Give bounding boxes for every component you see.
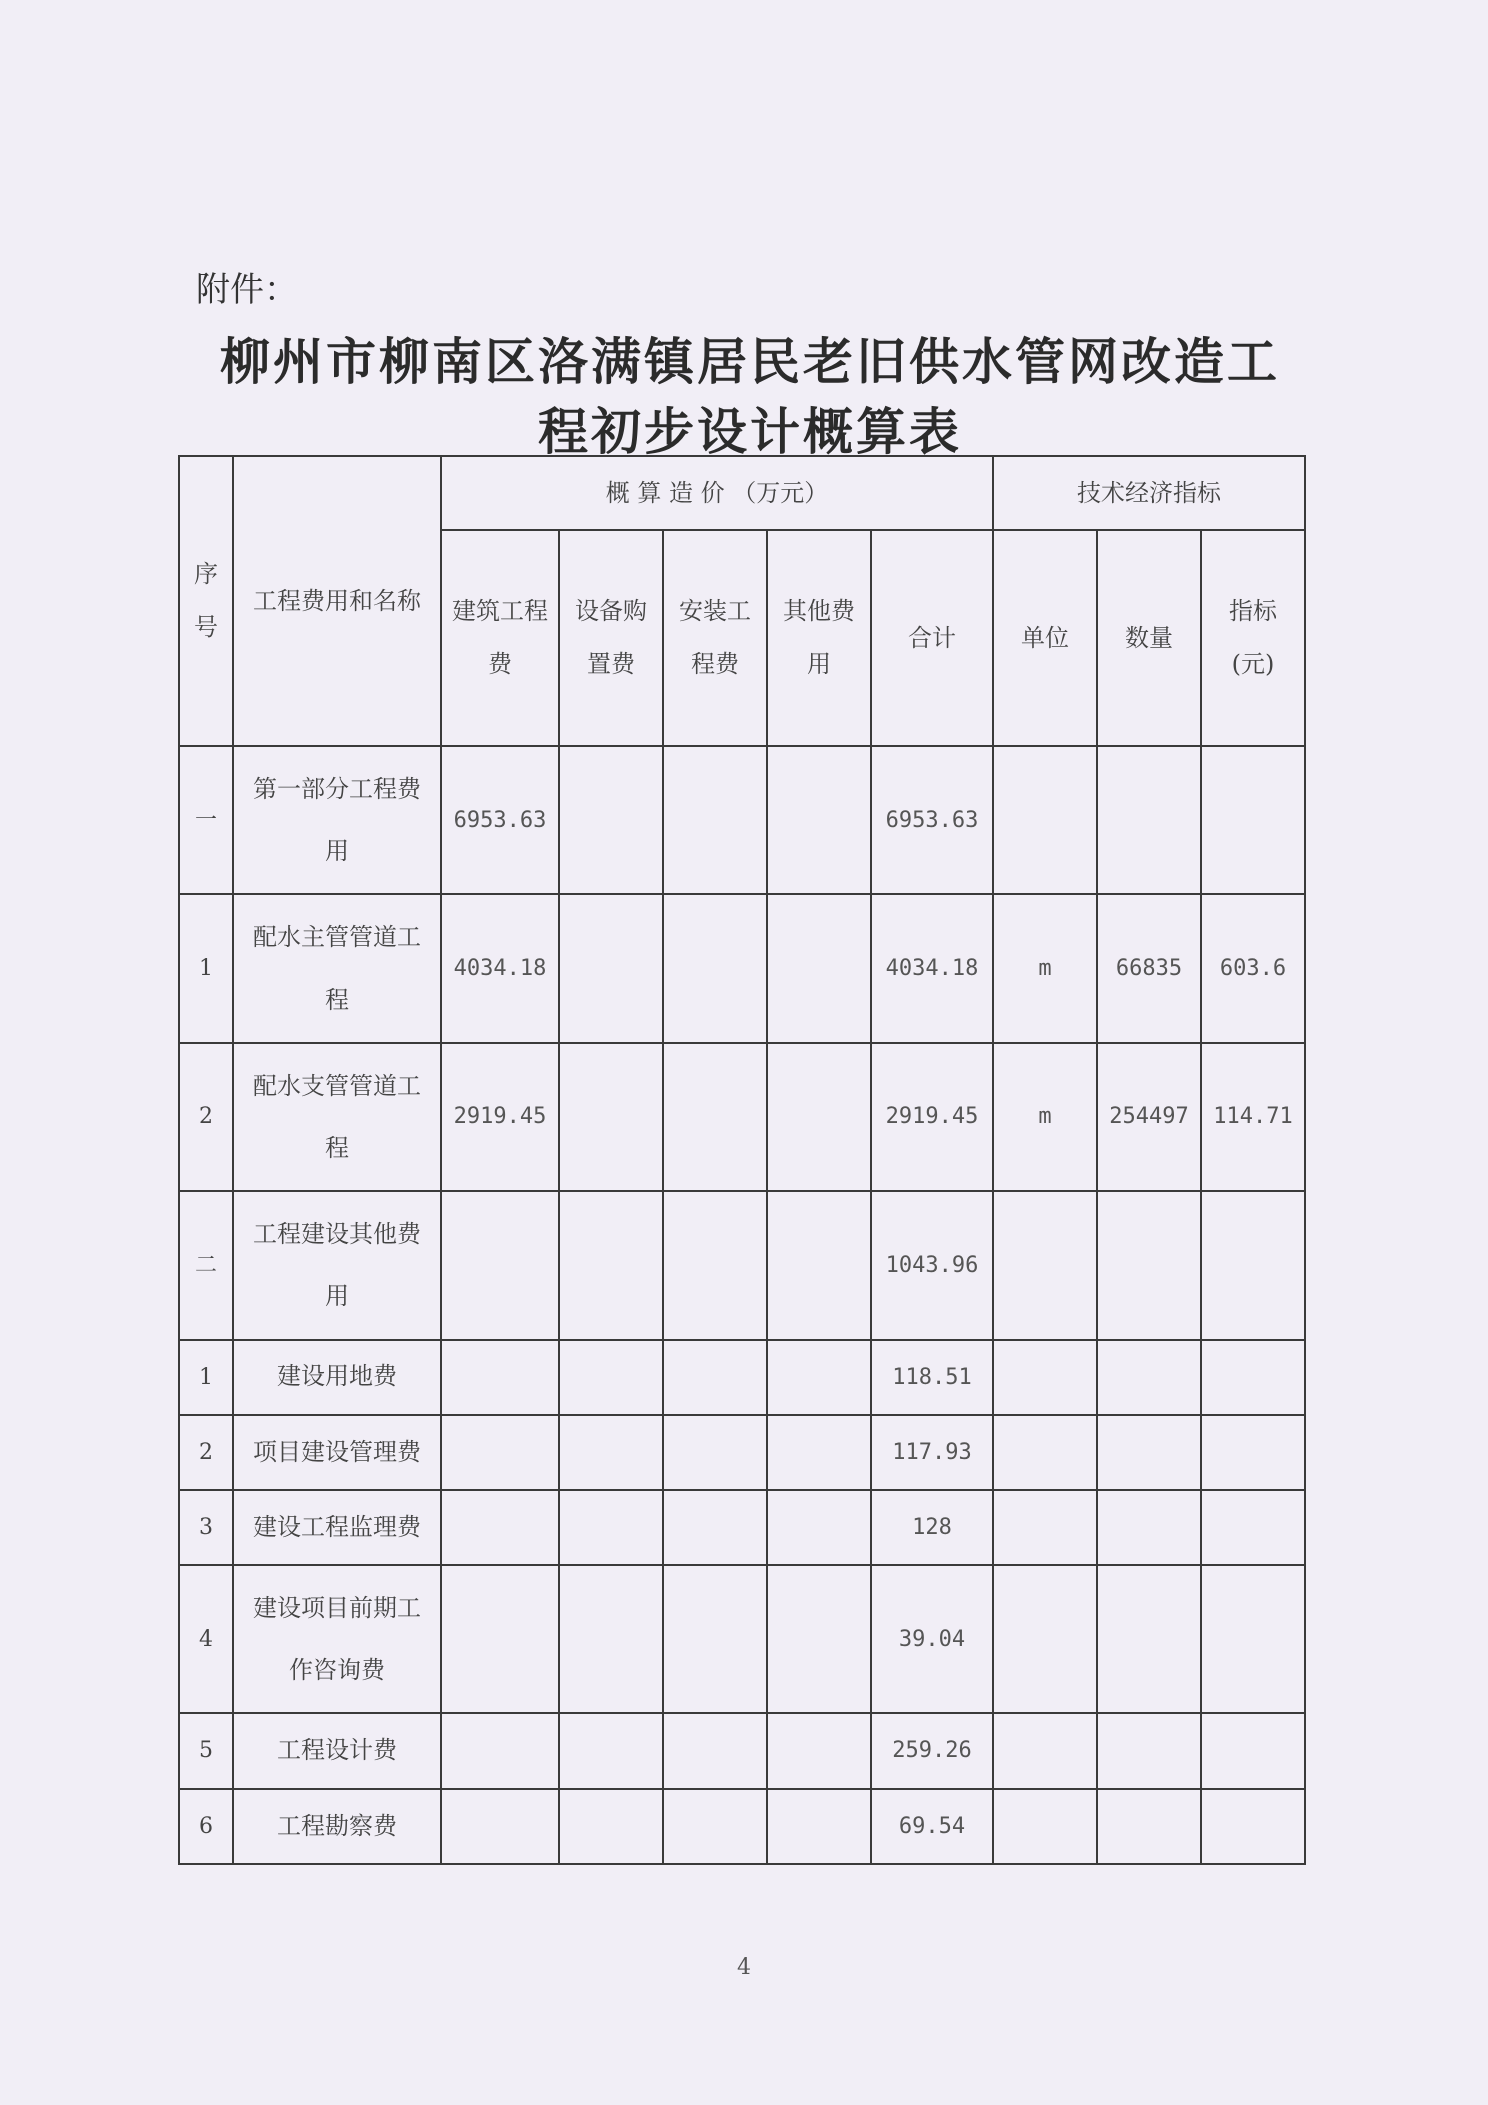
- row-index: [1201, 1340, 1305, 1415]
- row-equip: [559, 1415, 663, 1490]
- row-equip: [559, 1565, 663, 1713]
- row-qty: [1097, 1789, 1201, 1864]
- row-seq: 5: [179, 1713, 233, 1788]
- row-qty: [1097, 1565, 1201, 1713]
- row-total: 117.93: [871, 1415, 993, 1490]
- header-quantity: 数量: [1097, 530, 1201, 746]
- row-qty: 66835: [1097, 894, 1201, 1042]
- row-install: [663, 746, 767, 894]
- row-qty: [1097, 746, 1201, 894]
- table-row: [179, 1043, 1305, 1191]
- row-build: [441, 1789, 559, 1864]
- header-other-cost: 其他费用: [767, 530, 871, 746]
- row-build: [441, 1490, 559, 1565]
- row-seq: 6: [179, 1789, 233, 1864]
- row-unit: [993, 1789, 1097, 1864]
- row-total: 118.51: [871, 1340, 993, 1415]
- row-index: [1201, 1713, 1305, 1788]
- row-build: 6953.63: [441, 746, 559, 894]
- page-number: 4: [737, 1955, 751, 1980]
- row-total: 2919.45: [871, 1043, 993, 1191]
- row-unit: m: [993, 1043, 1097, 1191]
- header-install-cost: 安装工程费: [663, 530, 767, 746]
- row-equip: [559, 1490, 663, 1565]
- row-name: 工程建设其他费用: [233, 1191, 441, 1339]
- row-unit: [993, 1191, 1097, 1339]
- header-name: 工程费用和名称: [233, 456, 441, 746]
- attachment-label: 附件：: [196, 270, 298, 310]
- row-total: 39.04: [871, 1565, 993, 1713]
- table-row: [179, 1713, 1305, 1788]
- row-equip: [559, 1713, 663, 1788]
- row-index: 603.6: [1201, 894, 1305, 1042]
- document-title-line-2: 程初步设计概算表: [538, 402, 962, 461]
- row-index: [1201, 1789, 1305, 1864]
- row-unit: m: [993, 894, 1097, 1042]
- row-index: [1201, 1415, 1305, 1490]
- row-equip: [559, 1340, 663, 1415]
- table-row: [179, 1490, 1305, 1565]
- row-seq: 2: [179, 1415, 233, 1490]
- row-other: [767, 1191, 871, 1339]
- row-seq: 1: [179, 1340, 233, 1415]
- row-total: 4034.18: [871, 894, 993, 1042]
- table-row: [179, 894, 1305, 1042]
- row-qty: [1097, 1713, 1201, 1788]
- row-unit: [993, 1415, 1097, 1490]
- row-other: [767, 1789, 871, 1864]
- row-other: [767, 1340, 871, 1415]
- table-row: [179, 1340, 1305, 1415]
- header-unit: 单位: [993, 530, 1097, 746]
- row-install: [663, 894, 767, 1042]
- header-estimate-group: 概 算 造 价 （万元）: [441, 456, 993, 530]
- row-name: 工程勘察费: [233, 1789, 441, 1864]
- header-equipment-cost: 设备购置费: [559, 530, 663, 746]
- row-index: [1201, 1191, 1305, 1339]
- row-install: [663, 1043, 767, 1191]
- row-total: 1043.96: [871, 1191, 993, 1339]
- row-equip: [559, 1043, 663, 1191]
- row-install: [663, 1789, 767, 1864]
- row-seq: 2: [179, 1043, 233, 1191]
- row-total: 69.54: [871, 1789, 993, 1864]
- row-equip: [559, 894, 663, 1042]
- table-row: [179, 1565, 1305, 1713]
- row-name: 建设工程监理费: [233, 1490, 441, 1565]
- row-name: 建设项目前期工作咨询费: [233, 1565, 441, 1713]
- row-build: [441, 1565, 559, 1713]
- row-seq: 1: [179, 894, 233, 1042]
- row-unit: [993, 1490, 1097, 1565]
- table-row: [179, 1191, 1305, 1339]
- row-unit: [993, 1713, 1097, 1788]
- row-total: 128: [871, 1490, 993, 1565]
- row-install: [663, 1340, 767, 1415]
- row-index: [1201, 1565, 1305, 1713]
- row-qty: [1097, 1490, 1201, 1565]
- row-other: [767, 1490, 871, 1565]
- table-row: [179, 1789, 1305, 1864]
- row-other: [767, 894, 871, 1042]
- row-install: [663, 1191, 767, 1339]
- row-other: [767, 746, 871, 894]
- row-build: [441, 1340, 559, 1415]
- row-index: [1201, 1490, 1305, 1565]
- row-index: 114.71: [1201, 1043, 1305, 1191]
- header-tech-group: 技术经济指标: [993, 456, 1305, 530]
- row-name: 建设用地费: [233, 1340, 441, 1415]
- header-seq: 序号: [179, 456, 233, 746]
- row-equip: [559, 1191, 663, 1339]
- row-other: [767, 1565, 871, 1713]
- row-unit: [993, 1340, 1097, 1415]
- row-seq: 3: [179, 1490, 233, 1565]
- row-other: [767, 1713, 871, 1788]
- row-qty: [1097, 1191, 1201, 1339]
- row-build: [441, 1713, 559, 1788]
- row-equip: [559, 746, 663, 894]
- row-total: 6953.63: [871, 746, 993, 894]
- row-name: 项目建设管理费: [233, 1415, 441, 1490]
- row-other: [767, 1043, 871, 1191]
- row-qty: 254497: [1097, 1043, 1201, 1191]
- row-other: [767, 1415, 871, 1490]
- row-name: 配水支管管道工程: [233, 1043, 441, 1191]
- row-equip: [559, 1789, 663, 1864]
- row-unit: [993, 746, 1097, 894]
- row-total: 259.26: [871, 1713, 993, 1788]
- row-install: [663, 1565, 767, 1713]
- row-qty: [1097, 1415, 1201, 1490]
- row-install: [663, 1490, 767, 1565]
- row-build: [441, 1415, 559, 1490]
- table-row: [179, 746, 1305, 894]
- row-install: [663, 1713, 767, 1788]
- row-name: 工程设计费: [233, 1713, 441, 1788]
- header-index: 指标(元): [1201, 530, 1305, 746]
- row-name: 配水主管管道工程: [233, 894, 441, 1042]
- header-build-cost: 建筑工程费: [441, 530, 559, 746]
- row-install: [663, 1415, 767, 1490]
- row-seq: 二: [179, 1191, 233, 1339]
- row-build: 4034.18: [441, 894, 559, 1042]
- row-qty: [1097, 1340, 1201, 1415]
- row-unit: [993, 1565, 1097, 1713]
- row-seq: 一: [179, 746, 233, 894]
- budget-estimate-table: [178, 455, 1306, 1865]
- table-row: [179, 1415, 1305, 1490]
- document-title-line-1: 柳州市柳南区洛满镇居民老旧供水管网改造工: [220, 332, 1280, 391]
- row-index: [1201, 746, 1305, 894]
- header-total: 合计: [871, 530, 993, 746]
- row-name: 第一部分工程费用: [233, 746, 441, 894]
- row-seq: 4: [179, 1565, 233, 1713]
- row-build: [441, 1191, 559, 1339]
- row-build: 2919.45: [441, 1043, 559, 1191]
